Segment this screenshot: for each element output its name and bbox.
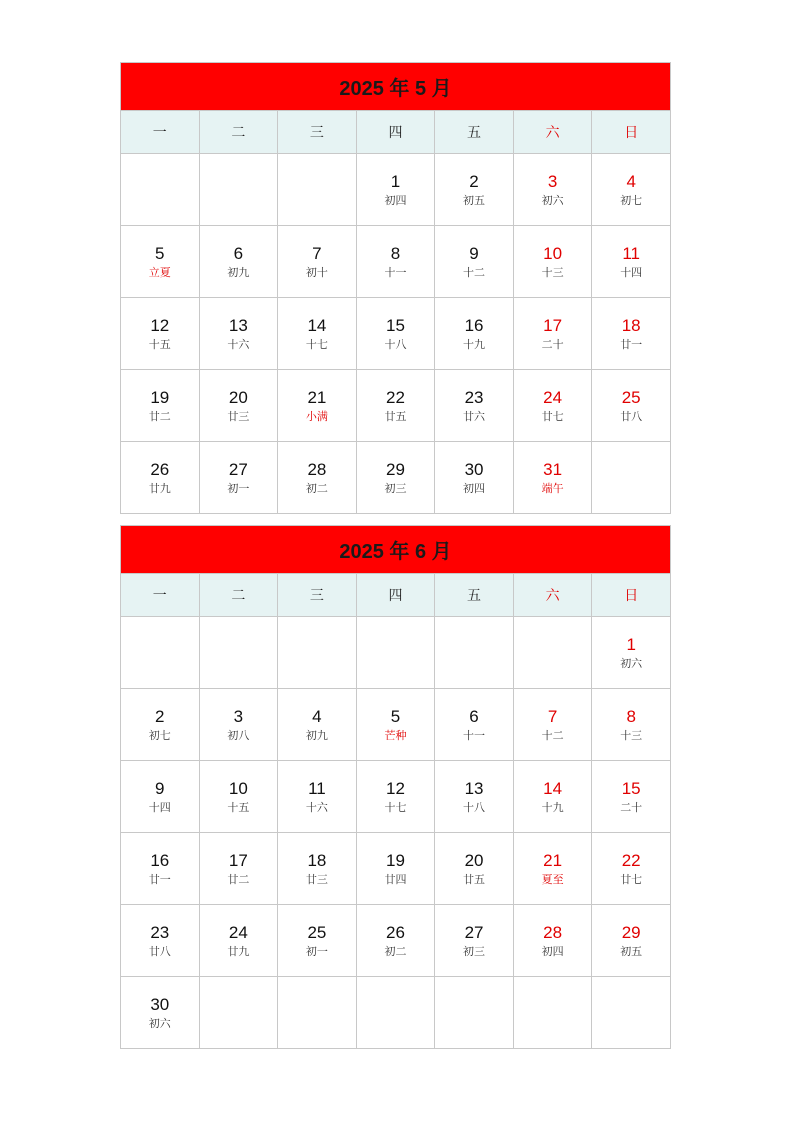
day-cell xyxy=(356,154,435,226)
lunar-date: 十四 xyxy=(148,801,171,814)
empty-day-cell xyxy=(278,977,357,1049)
week-row xyxy=(121,442,671,514)
day-number: 26 xyxy=(386,923,405,942)
day-number: 23 xyxy=(464,388,484,407)
day-number: 25 xyxy=(307,923,327,942)
empty-day-cell xyxy=(278,154,357,226)
day-cell xyxy=(278,370,357,442)
day-number: 20 xyxy=(228,388,248,407)
day-cell xyxy=(435,154,514,226)
empty-day-cell xyxy=(435,977,514,1049)
weekday-header xyxy=(121,574,671,617)
day-cell xyxy=(592,689,671,761)
day-cell xyxy=(199,761,278,833)
weekday-header xyxy=(121,111,671,154)
day-cell xyxy=(592,298,671,370)
day-number: 5 xyxy=(390,707,401,726)
week-row xyxy=(121,617,671,689)
weekday-label: 三 xyxy=(278,111,357,154)
day-number: 12 xyxy=(150,316,170,335)
day-cell xyxy=(592,833,671,905)
lunar-date: 廿三 xyxy=(227,410,250,423)
weekday-label: 六 xyxy=(513,111,592,154)
day-cell xyxy=(435,833,514,905)
lunar-date: 初三 xyxy=(463,945,486,958)
day-cell xyxy=(592,761,671,833)
day-cell xyxy=(356,298,435,370)
lunar-date: 十八 xyxy=(384,338,407,351)
day-number: 9 xyxy=(469,244,479,263)
lunar-date: 初二 xyxy=(305,482,328,495)
empty-day-cell xyxy=(199,154,278,226)
month-title: 2025 年 5 月 xyxy=(121,63,671,111)
day-number: 16 xyxy=(464,316,484,335)
lunar-date: 十一 xyxy=(384,266,407,279)
day-cell xyxy=(199,905,278,977)
lunar-date: 十六 xyxy=(305,801,328,814)
day-cell xyxy=(592,154,671,226)
empty-day-cell xyxy=(121,617,200,689)
lunar-date: 廿四 xyxy=(384,873,407,886)
day-cell xyxy=(513,761,592,833)
day-number: 29 xyxy=(386,460,405,479)
day-number: 21 xyxy=(543,851,563,870)
day-number: 20 xyxy=(464,851,484,870)
day-number: 14 xyxy=(543,779,563,798)
lunar-date: 十九 xyxy=(463,338,486,351)
day-number: 27 xyxy=(228,460,248,479)
day-number: 29 xyxy=(621,923,641,942)
lunar-date: 初十 xyxy=(305,266,328,279)
lunar-date: 初六 xyxy=(620,657,643,670)
day-cell xyxy=(356,442,435,514)
day-cell xyxy=(278,298,357,370)
day-number: 5 xyxy=(155,244,165,263)
day-number: 4 xyxy=(626,172,636,191)
lunar-date: 小满 xyxy=(305,410,328,423)
day-number: 9 xyxy=(155,779,165,798)
day-cell xyxy=(513,833,592,905)
day-cell xyxy=(592,370,671,442)
day-cell xyxy=(356,833,435,905)
weekday-label: 日 xyxy=(592,111,671,154)
day-number: 18 xyxy=(307,851,327,870)
lunar-date: 廿一 xyxy=(148,873,171,886)
lunar-date: 廿九 xyxy=(227,945,250,958)
day-number: 21 xyxy=(307,388,327,407)
lunar-date: 初三 xyxy=(384,482,407,495)
day-cell xyxy=(513,370,592,442)
day-cell xyxy=(121,442,200,514)
day-cell xyxy=(592,905,671,977)
day-number: 8 xyxy=(390,244,401,263)
empty-day-cell xyxy=(356,977,435,1049)
day-number: 10 xyxy=(228,779,248,798)
weekday-label: 四 xyxy=(356,574,435,617)
day-cell xyxy=(513,905,592,977)
calendar-may xyxy=(120,62,671,514)
lunar-date: 廿六 xyxy=(463,410,486,423)
lunar-date: 初二 xyxy=(384,945,407,958)
lunar-date: 十三 xyxy=(541,266,564,279)
day-number: 16 xyxy=(150,851,170,870)
day-cell xyxy=(199,370,278,442)
day-number: 3 xyxy=(233,707,244,726)
day-number: 23 xyxy=(150,923,170,942)
day-number: 2 xyxy=(469,172,479,191)
lunar-date: 十一 xyxy=(463,729,486,742)
lunar-date: 初六 xyxy=(148,1017,171,1030)
day-cell xyxy=(435,761,514,833)
day-number: 6 xyxy=(469,707,479,726)
day-cell xyxy=(199,442,278,514)
lunar-date: 十七 xyxy=(305,338,328,351)
day-cell xyxy=(121,761,200,833)
day-cell xyxy=(199,833,278,905)
calendar-body xyxy=(121,154,671,514)
weekday-label: 一 xyxy=(121,574,200,617)
calendar-table xyxy=(120,525,671,1049)
day-cell xyxy=(435,226,514,298)
lunar-date: 廿七 xyxy=(541,410,564,423)
empty-day-cell xyxy=(121,154,200,226)
day-cell xyxy=(356,370,435,442)
day-cell xyxy=(435,442,514,514)
day-cell xyxy=(199,298,278,370)
day-number: 28 xyxy=(307,460,327,479)
day-cell xyxy=(513,442,592,514)
day-number: 8 xyxy=(626,707,636,726)
lunar-date: 廿二 xyxy=(227,873,250,886)
calendar-table xyxy=(120,62,671,514)
calendar-june xyxy=(120,525,671,1049)
empty-day-cell xyxy=(356,617,435,689)
week-row xyxy=(121,689,671,761)
week-row xyxy=(121,370,671,442)
lunar-date: 初五 xyxy=(463,194,486,207)
lunar-date: 十六 xyxy=(227,338,250,351)
lunar-date: 初六 xyxy=(541,194,564,207)
week-row xyxy=(121,833,671,905)
lunar-date: 夏至 xyxy=(541,873,564,886)
day-number: 24 xyxy=(228,923,248,942)
day-cell xyxy=(121,226,200,298)
day-cell xyxy=(435,298,514,370)
empty-day-cell xyxy=(278,617,357,689)
day-number: 2 xyxy=(155,707,165,726)
empty-day-cell xyxy=(199,617,278,689)
day-number: 28 xyxy=(543,923,563,942)
lunar-date: 初一 xyxy=(305,945,328,958)
day-number: 17 xyxy=(228,851,248,870)
day-cell xyxy=(356,689,435,761)
lunar-date: 十七 xyxy=(384,801,407,814)
lunar-date: 十八 xyxy=(463,801,486,814)
empty-day-cell xyxy=(435,617,514,689)
day-number: 1 xyxy=(626,635,636,654)
day-number: 19 xyxy=(150,388,170,407)
day-number: 15 xyxy=(386,316,405,335)
lunar-date: 初七 xyxy=(148,729,171,742)
lunar-date: 初一 xyxy=(227,482,250,495)
lunar-date: 初八 xyxy=(227,729,250,742)
day-number: 22 xyxy=(621,851,641,870)
day-number: 24 xyxy=(543,388,563,407)
day-number: 11 xyxy=(622,244,641,263)
day-cell xyxy=(121,689,200,761)
day-number: 31 xyxy=(543,460,563,479)
day-number: 14 xyxy=(307,316,327,335)
day-cell xyxy=(278,833,357,905)
lunar-date: 廿二 xyxy=(148,410,171,423)
empty-day-cell xyxy=(592,442,671,514)
lunar-date: 十三 xyxy=(620,729,643,742)
week-row xyxy=(121,977,671,1049)
day-cell xyxy=(121,905,200,977)
day-number: 30 xyxy=(464,460,484,479)
lunar-date: 廿九 xyxy=(148,482,171,495)
day-number: 4 xyxy=(312,707,322,726)
lunar-date: 十五 xyxy=(148,338,171,351)
lunar-date: 十九 xyxy=(541,801,564,814)
week-row xyxy=(121,298,671,370)
day-number: 12 xyxy=(386,779,405,798)
day-number: 7 xyxy=(547,707,558,726)
day-cell xyxy=(513,154,592,226)
weekday-label: 四 xyxy=(356,111,435,154)
lunar-date: 廿五 xyxy=(384,410,407,423)
day-number: 3 xyxy=(547,172,558,191)
lunar-date: 二十 xyxy=(541,338,564,351)
lunar-date: 初五 xyxy=(620,945,643,958)
lunar-date: 初四 xyxy=(463,482,486,495)
lunar-date: 初七 xyxy=(620,194,643,207)
day-number: 15 xyxy=(621,779,641,798)
day-cell xyxy=(199,226,278,298)
lunar-date: 十四 xyxy=(620,266,643,279)
lunar-date: 初四 xyxy=(384,194,407,207)
weekday-label: 二 xyxy=(199,111,278,154)
day-cell xyxy=(121,977,200,1049)
lunar-date: 端午 xyxy=(541,482,564,495)
weekday-label: 五 xyxy=(435,574,514,617)
day-cell xyxy=(278,761,357,833)
lunar-date: 十二 xyxy=(463,266,486,279)
day-cell xyxy=(356,761,435,833)
day-number: 6 xyxy=(233,244,244,263)
day-cell xyxy=(592,617,671,689)
empty-day-cell xyxy=(592,977,671,1049)
day-cell xyxy=(278,905,357,977)
lunar-date: 廿三 xyxy=(305,873,328,886)
lunar-date: 十五 xyxy=(227,801,250,814)
empty-day-cell xyxy=(513,977,592,1049)
day-cell xyxy=(592,226,671,298)
day-number: 19 xyxy=(386,851,405,870)
weekday-label: 五 xyxy=(435,111,514,154)
day-number: 11 xyxy=(308,779,326,798)
day-cell xyxy=(278,226,357,298)
day-number: 7 xyxy=(312,244,322,263)
week-row xyxy=(121,154,671,226)
day-cell xyxy=(199,689,278,761)
week-row xyxy=(121,761,671,833)
week-row xyxy=(121,226,671,298)
lunar-date: 廿五 xyxy=(463,873,486,886)
day-number: 13 xyxy=(464,779,484,798)
day-cell xyxy=(435,370,514,442)
weekday-label: 六 xyxy=(513,574,592,617)
day-cell xyxy=(513,226,592,298)
weekday-label: 一 xyxy=(121,111,200,154)
day-number: 18 xyxy=(621,316,641,335)
lunar-date: 初九 xyxy=(227,266,250,279)
day-cell xyxy=(356,226,435,298)
empty-day-cell xyxy=(513,617,592,689)
lunar-date: 初九 xyxy=(305,729,328,742)
day-number: 30 xyxy=(150,995,170,1014)
lunar-date: 廿七 xyxy=(620,873,643,886)
day-number: 17 xyxy=(543,316,563,335)
day-number: 22 xyxy=(386,388,405,407)
month-title: 2025 年 6 月 xyxy=(121,526,671,574)
day-cell xyxy=(278,442,357,514)
day-cell xyxy=(121,833,200,905)
day-number: 13 xyxy=(228,316,248,335)
lunar-date: 二十 xyxy=(620,801,643,814)
day-number: 10 xyxy=(543,244,563,263)
calendar-body xyxy=(121,617,671,1049)
day-number: 1 xyxy=(390,172,401,191)
day-number: 27 xyxy=(464,923,484,942)
day-cell xyxy=(513,298,592,370)
lunar-date: 廿一 xyxy=(620,338,643,351)
weekday-label: 三 xyxy=(278,574,357,617)
day-cell xyxy=(435,905,514,977)
lunar-date: 芒种 xyxy=(384,729,407,742)
lunar-date: 立夏 xyxy=(148,266,171,279)
day-cell xyxy=(513,689,592,761)
day-cell xyxy=(435,689,514,761)
day-cell xyxy=(356,905,435,977)
day-number: 26 xyxy=(150,460,170,479)
lunar-date: 十二 xyxy=(541,729,564,742)
weekday-label: 日 xyxy=(592,574,671,617)
day-cell xyxy=(121,370,200,442)
day-cell xyxy=(121,298,200,370)
day-number: 25 xyxy=(621,388,641,407)
lunar-date: 初四 xyxy=(541,945,564,958)
week-row xyxy=(121,905,671,977)
weekday-label: 二 xyxy=(199,574,278,617)
lunar-date: 廿八 xyxy=(148,945,171,958)
empty-day-cell xyxy=(199,977,278,1049)
lunar-date: 廿八 xyxy=(620,410,643,423)
day-cell xyxy=(278,689,357,761)
